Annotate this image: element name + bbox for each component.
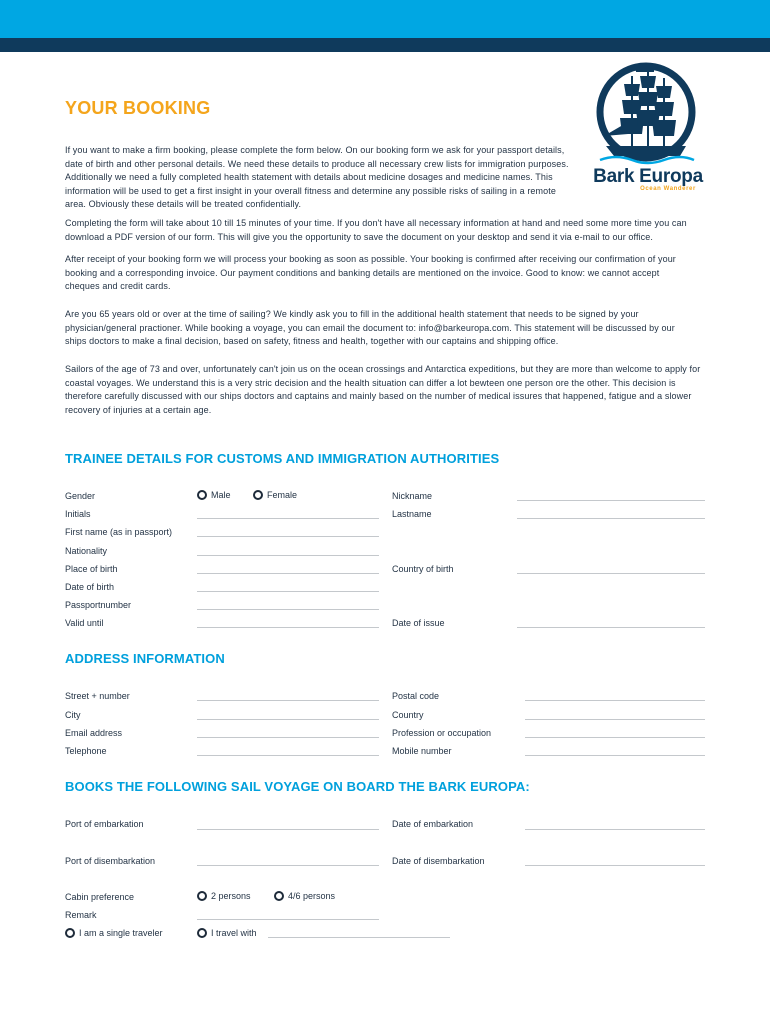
cabin-4-6-persons-radio[interactable] xyxy=(274,891,335,901)
field-label: Country of birth xyxy=(392,564,454,574)
gender-male-radio[interactable] xyxy=(197,490,231,500)
header-band-dark xyxy=(0,38,770,52)
intro-paragraph: Are you 65 years old or over at the time of sailing? We kindly ask you to fill in the additional health statement that needs to be signed by your physician/general practioner. While booking a voyage, you can email the document to: info@barkeuropa.com. This statement will be discussed by our ships doctors to make a final decision, based on safety, fitness and health, together with our captains and shipping office. xyxy=(65,309,675,347)
field-label: Country xyxy=(392,710,424,720)
logo-tagline: Ocean Wanderer xyxy=(640,186,696,192)
field-label: Profession or occupation xyxy=(392,728,492,738)
intro-paragraph: Completing the form will take about 10 till 15 minutes of your time. If you don't have all necessary information at hand and need some more time you can download a PDF version of our form. This will give you the opportunity to save the document on your desktop and send it via e-mail to our office. xyxy=(65,218,687,242)
radio-label: Male xyxy=(211,490,231,500)
date-disembarkation-field[interactable] xyxy=(525,865,705,866)
date-of-birth-field[interactable] xyxy=(197,591,379,592)
single-traveler-radio[interactable] xyxy=(65,928,163,938)
date-embarkation-field[interactable] xyxy=(525,829,705,830)
radio-label: 4/6 persons xyxy=(288,891,336,901)
logo-brand-name: Bark Europa xyxy=(593,166,703,187)
port-disembarkation-field[interactable] xyxy=(197,865,379,866)
field-label: Valid until xyxy=(65,618,104,628)
port-embarkation-field[interactable] xyxy=(197,829,379,830)
remark-label: Remark xyxy=(65,910,97,920)
field-label: Date of issue xyxy=(392,618,445,628)
country-field[interactable] xyxy=(525,719,705,720)
street-field[interactable] xyxy=(197,700,379,701)
field-label: Nationality xyxy=(65,546,108,556)
radio-circle-icon xyxy=(274,891,284,901)
lastname-field[interactable] xyxy=(517,518,705,519)
radio-label: I am a single traveler xyxy=(79,928,163,938)
radio-circle-icon xyxy=(197,490,207,500)
field-label: Street + number xyxy=(65,691,130,701)
radio-circle-icon xyxy=(253,490,263,500)
radio-circle-icon xyxy=(197,928,207,938)
city-field[interactable] xyxy=(197,719,379,720)
nickname-field[interactable] xyxy=(517,500,705,501)
bark-europa-logo xyxy=(586,62,710,194)
radio-circle-icon xyxy=(65,928,75,938)
header-band-light xyxy=(0,0,770,38)
field-label: Passportnumber xyxy=(65,600,132,610)
gender-label: Gender xyxy=(65,491,96,501)
gender-female-radio[interactable] xyxy=(253,490,297,500)
initials-field[interactable] xyxy=(197,518,379,519)
field-label: First name (as in passport) xyxy=(65,527,173,537)
field-label: Place of birth xyxy=(65,564,118,574)
section-heading-address: ADDRESS INFORMATION xyxy=(65,651,225,666)
radio-label: Female xyxy=(267,490,298,500)
travel-with-radio[interactable] xyxy=(197,928,257,938)
email-field[interactable] xyxy=(197,737,379,738)
field-label: Telephone xyxy=(65,746,107,756)
intro-paragraph: After receipt of your booking form we will process your booking as soon as possible. Your booking is confirmed after receiving our confirmation of your booking and a corresponding invoice. Our payment conditions and banking details are mentioned on the invoice. Good to know: we cannot accept cheques and credit cards. xyxy=(65,254,676,292)
remark-field[interactable] xyxy=(197,919,379,920)
intro-paragraph: Sailors of the age of 73 and over, unfortunately can't join us on the ocean crossings and Antarctica expeditions, but they are more than welcome to apply for coastal voyages. We understand this is a very stric decision and the health situation can differ a lot bewteen one person ore the other. This decision is therefore carefully discussed with our ships doctors and captains and mainly based on the number of medical issures that happened, fatigue and a slower recovery of injuries at a certain age. xyxy=(65,364,701,415)
travel-with-field[interactable] xyxy=(268,937,450,938)
valid-until-field[interactable] xyxy=(197,627,379,628)
field-label: Date of disembarkation xyxy=(392,856,485,866)
field-label: Date of birth xyxy=(65,582,115,592)
mobile-number-field[interactable] xyxy=(525,755,705,756)
section-heading-voyage: BOOKS THE FOLLOWING SAIL VOYAGE ON BOARD THE BARK EUROPA: xyxy=(65,779,530,794)
field-label: Postal code xyxy=(392,691,440,701)
cabin-2-persons-radio[interactable] xyxy=(197,891,251,901)
field-label: City xyxy=(65,710,81,720)
page-title: YOUR BOOKING xyxy=(65,98,211,118)
field-label: Email address xyxy=(65,728,123,738)
radio-label: 2 persons xyxy=(211,891,251,901)
postal-code-field[interactable] xyxy=(525,700,705,701)
field-label: Nickname xyxy=(392,491,433,501)
telephone-field[interactable] xyxy=(197,755,379,756)
cabin-preference-label: Cabin preference xyxy=(65,892,135,902)
radio-circle-icon xyxy=(197,891,207,901)
date-of-issue-field[interactable] xyxy=(517,627,705,628)
field-label: Port of embarkation xyxy=(65,819,144,829)
nationality-field[interactable] xyxy=(197,555,379,556)
profession-field[interactable] xyxy=(525,737,705,738)
country-of-birth-field[interactable] xyxy=(517,573,705,574)
field-label: Initials xyxy=(65,509,91,519)
intro-paragraph: If you want to make a firm booking, please complete the form below. On our booking form we ask for your passport details, date of birth and other personal details. We need these details to produce all necessary crew lists for immigration purposes. Additionally we need a fully completed health statement with details about medicine dosages and medicine names. This information will be used to get a first insight in your overall fitness and determine any possible risks of sailing in a remote area. Obviously these details will be treated confidentially. xyxy=(65,145,569,210)
field-label: Lastname xyxy=(392,509,432,519)
passport-number-field[interactable] xyxy=(197,609,379,610)
field-label: Date of embarkation xyxy=(392,819,474,829)
section-heading-trainee: TRAINEE DETAILS FOR CUSTOMS AND IMMIGRATION AUTHORITIES xyxy=(65,451,500,466)
field-label: Mobile number xyxy=(392,746,452,756)
radio-label: I travel with xyxy=(211,928,257,938)
place-of-birth-field[interactable] xyxy=(197,573,379,574)
field-label: Port of disembarkation xyxy=(65,856,156,866)
first-name-field[interactable] xyxy=(197,536,379,537)
